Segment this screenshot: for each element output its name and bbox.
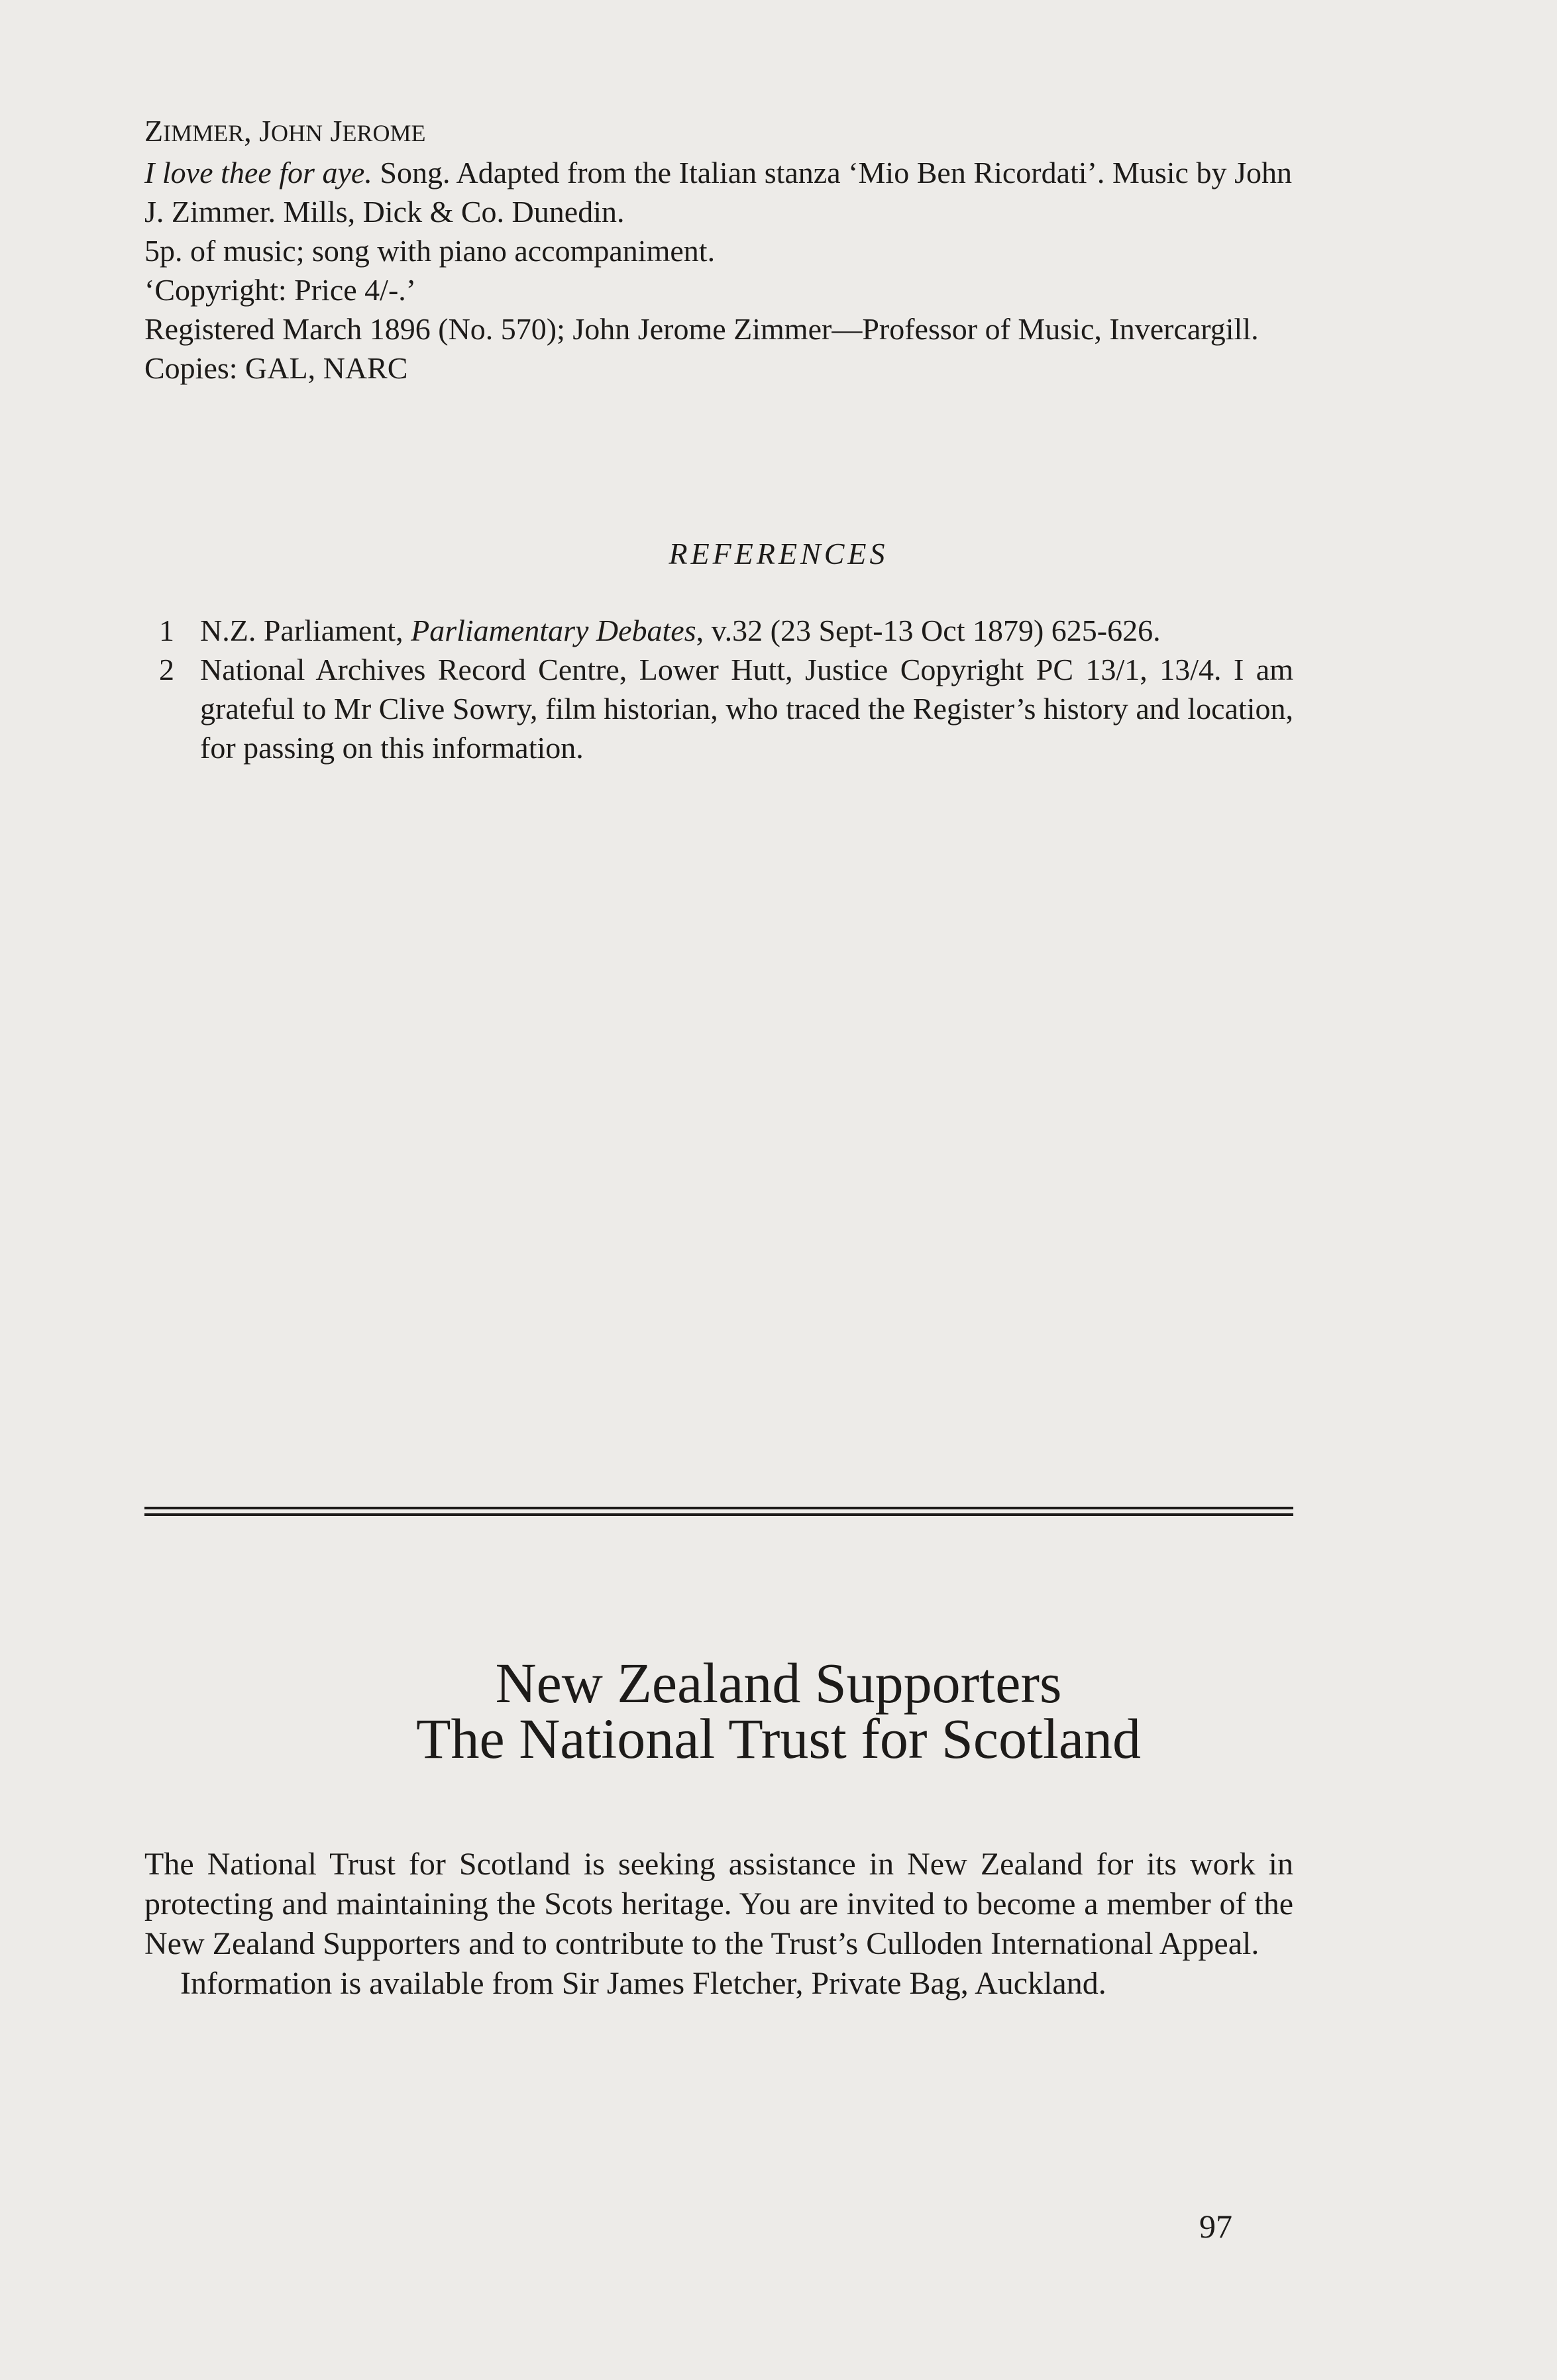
- entry-registered: Registered March 1896 (No. 570); John Jerome Zimmer—Professor of Music, Invercargill.: [144, 312, 1259, 346]
- entry-copies: Copies: GAL, NARC: [144, 351, 408, 385]
- references-list: [159, 611, 1293, 767]
- reference-number: 1: [159, 614, 174, 647]
- divider-rule-bottom: [144, 1513, 1293, 1516]
- entry-title-italic: I love thee for aye.: [144, 156, 372, 189]
- reference-number: 2: [159, 653, 174, 686]
- advert-paragraph-1: The National Trust for Scotland is seeking assistance in New Zealand for its work in protecting and maintaining the Scots heritage. You are invited to become a member of the New Zealand Supporters and to contribute to the Trust’s Culloden International Appeal.: [144, 1847, 1293, 1961]
- page-number: 97: [1199, 2208, 1232, 2245]
- advert-body: [144, 1845, 1293, 2004]
- divider-rule-top: [144, 1507, 1293, 1509]
- reference-item: 1 N.Z. Parliament, Parliamentary Debates, v.32 (23 Sept-13 Oct 1879) 625-626.: [159, 611, 1293, 650]
- advert-title-line-1: New Zealand Supporters: [495, 1651, 1062, 1715]
- advert-title-line-2: The National Trust for Scotland: [415, 1707, 1142, 1770]
- references-heading: REFERENCES: [669, 537, 888, 570]
- advert-paragraph-2: Information is available from Sir James Fletcher, Private Bag, Auckland.: [180, 1966, 1106, 2001]
- entry-format: 5p. of music; song with piano accompaniment.: [144, 234, 716, 268]
- entry-title: [144, 153, 1292, 231]
- reference-item: 2 National Archives Record Centre, Lower Hutt, Justice Copyright PC 13/1, 13/4. I am grateful to Mr Clive Sowry, film historian, who traced the Register’s history and location, for passing on this information.: [159, 650, 1293, 767]
- bibliography-entry: [144, 111, 1292, 388]
- entry-author: ZIMMER, JOHN JEROME: [144, 114, 426, 148]
- entry-copyright: ‘Copyright: Price 4/-.’: [144, 273, 417, 307]
- entry-title-rest: Song. Adapted from the Italian stanza ‘Mio Ben Ricordati’. Music by John J. Zimmer. Mills, Dick & Co. Dunedin.: [144, 156, 1293, 229]
